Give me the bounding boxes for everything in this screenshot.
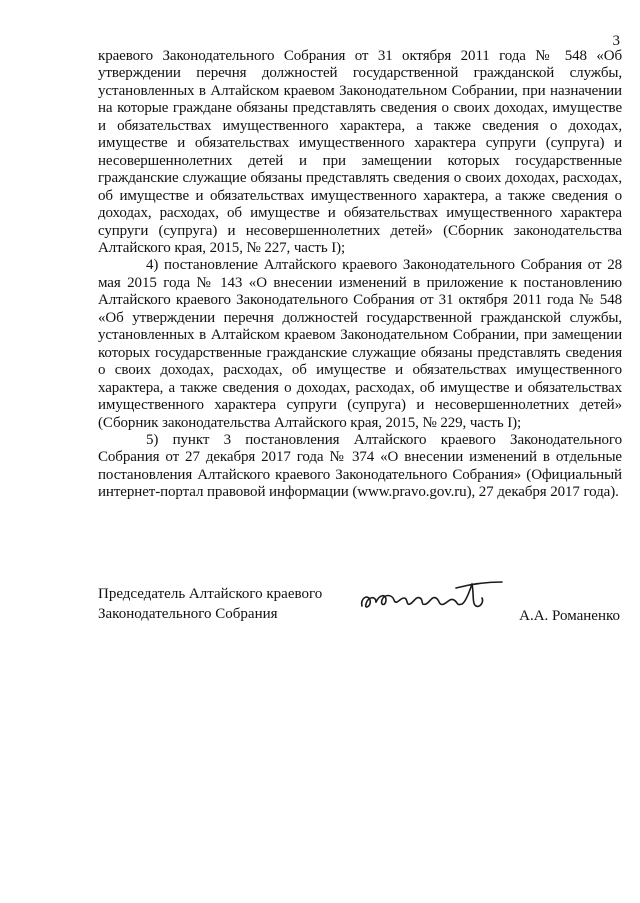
paragraph-item-4: 4) постановление Алтайского краевого Законодательного Собрания от 28 мая 2015 года № 143 «О внесении изменений в приложение к постановлению Алтайского краевого Законодательного Собрания от 31 октября 2011 года № 548 «Об утверждении перечня должностей государственной гражданской службы, установленных в Алтайском краевом Законодательном Собрании, при замещении которых государственные гражданские служащие обязаны представлять сведения о своих доходах, расходах, об имуществе и обязательствах имущественного характера, а также сведения о доходах, расходах, об имуществе и обязательствах имущественного характера супруги (супруга) и несовершеннолетних детей» (Сборник законодательства Алтайского края, 2015, № 229, часть I);: [98, 257, 622, 431]
signer-title-line-2: Законодательного Собрания: [98, 606, 278, 622]
document-body: [98, 48, 622, 502]
page-number: 3: [612, 33, 620, 49]
handwritten-signature: [356, 576, 506, 622]
signer-title: [98, 584, 322, 624]
signer-title-line-1: Председатель Алтайского краевого: [98, 586, 323, 602]
paragraph-item-5: 5) пункт 3 постановления Алтайского краевого Законодательного Собрания от 27 декабря 2017 года № 374 «О внесении изменений в отдельные постановления Алтайского краевого Законодательного Собрания» (Официальный интернет-портал правовой информации (www.pravo.gov.ru), 27 декабря 2017 года).: [98, 431, 622, 501]
signature-block: [98, 584, 622, 644]
signer-name: А.А. Романенко: [519, 608, 620, 624]
paragraph-continuation: краевого Законодательного Собрания от 31 октября 2011 года № 548 «Об утверждении перечня должностей государственной гражданской службы, установленных в Алтайском краевом Законодательном Собрании, при назначении на которые граждане обязаны представлять сведения о своих доходах, имуществе и обязательствах имущественного характера, а также сведения о доходах, имуществе и обязательствах имущественного характера супруги (супруга) и несовершеннолетних детей и при замещении которых государственные гражданские служащие обязаны представлять сведения о своих доходах, расходах, об имуществе и обязательствах имущественного характера, а также сведения о доходах, расходах, об имуществе и обязательствах имущественного характера супруги (супруга) и несовершеннолетних детей» (Сборник законодательства Алтайского края, 2015, № 227, часть I);: [98, 48, 622, 256]
